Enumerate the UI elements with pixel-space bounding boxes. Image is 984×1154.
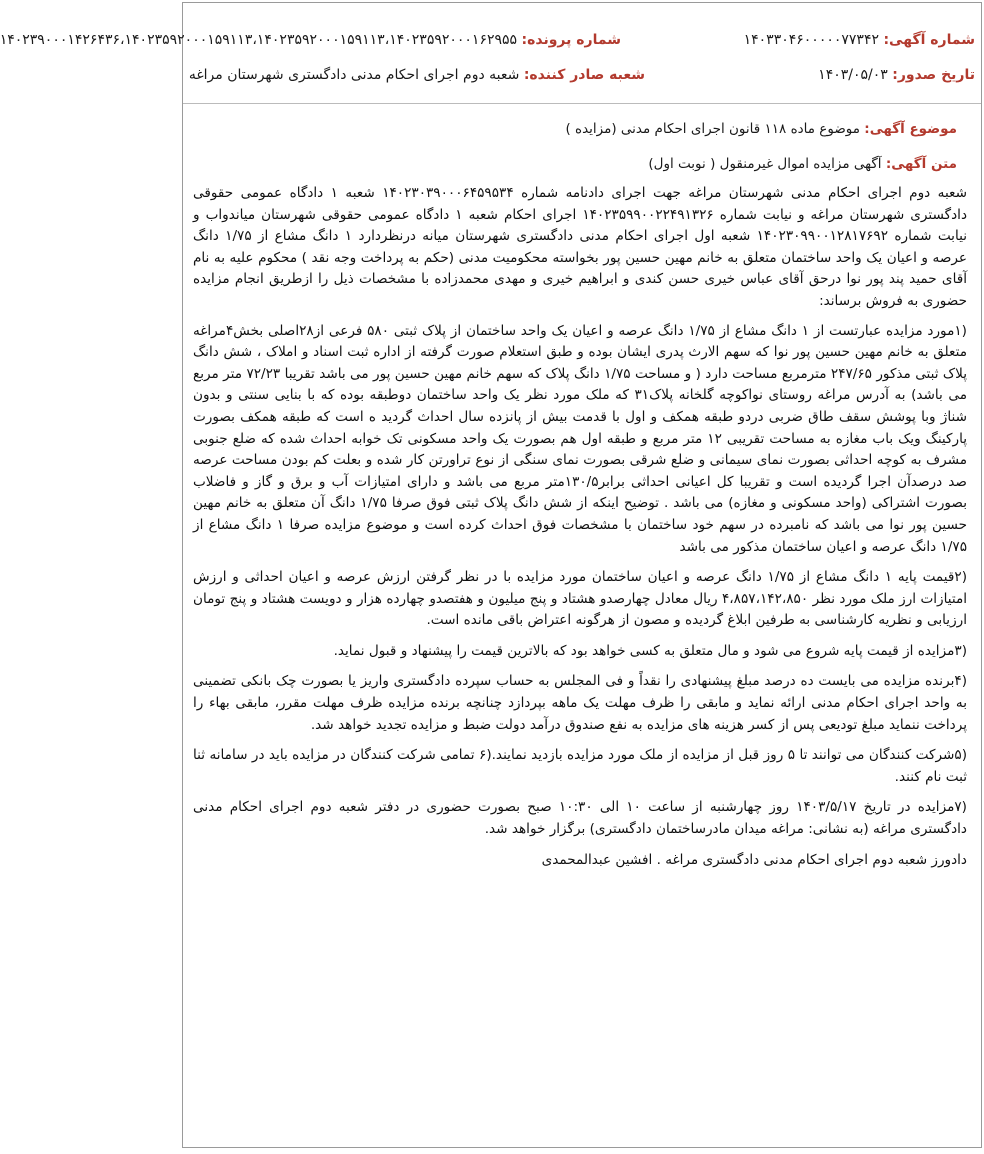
text-title: آگهی مزایده اموال غیرمنقول ( نوبت اول) (648, 156, 882, 172)
issue-date-label: تاریخ صدور: (892, 67, 975, 83)
notice-body (193, 183, 967, 880)
notice-number-label: شماره آگهی: (883, 32, 975, 48)
issuer: شعبه دوم اجرای احکام مدنی دادگستری شهرستان مراغه (188, 67, 520, 83)
text-label: متن آگهی: (885, 156, 957, 172)
notice-page (0, 2, 982, 1148)
intro-paragraph: شعبه دوم اجرای احکام مدنی شهرستان مراغه جهت اجرای دادنامه شماره ۱۴۰۲۳۰۳۹۰۰۰۶۴۵۹۵۳۴ شعبه ۱ دادگاه عمومی حقوقی دادگستری شهرستان مراغه و نیابت شماره ۱۴۰۲۳۵۹۹۰۰۲۲۴۹۱۳۲۶ اجرای احکام شعبه ۱ دادگاه عمومی حقوقی شهرستان میاندواب و نیابت شماره ۱۴۰۲۳۰۹۹۰۰۱۲۸۱۷۶۹۲ شعبه اول اجرای احکام مدنی دادگستری شهرستان میانه درنظردارد ۱ دانگ مشاع از ۱/۷۵ دانگ عرصه و اعیان یک واحد ساختمان متعلق به خانم مهین حسین پور بخواسته محکومیت مدنی (حکم به پرداخت وجه نقد ) محکوم علیه به نام آقای حمید پند پور نوا درحق آقای عباس خیری حسن کندی و ابراهیم خیری و مهدی محمدزاده با مشخصات ذیل را ازطریق انجام مزایده حضوری به فروش برساند: (193, 185, 968, 309)
case-number-row (0, 32, 621, 48)
item-7-paragraph: (۷مزایده در تاریخ ۱۴۰۳/۵/۱۷ روز چهارشنبه از ساعت ۱۰ الی ۱۰:۳۰ صبح بصورت حضوری در دفتر شعبه دوم اجرای احکام مدنی دادگستری مراغه (به نشانی: مراغه میدان مادرساختمان دادگستری) برگزار خواهد شد. (193, 799, 967, 838)
item-5-paragraph: (۵شرکت کنندگان می توانند تا ۵ روز قبل از مزایده از ملک مورد مزایده بازدید نمایند.(۶ تمامی شرکت کنندگان در مزایده باید در سامانه ثنا ثبت نام کنند. (193, 747, 967, 785)
subject: موضوع ماده ۱۱۸ قانون اجرای احکام مدنی (مزایده ) (565, 121, 860, 137)
header-divider (183, 103, 981, 104)
issuer-row (183, 67, 645, 83)
issue-date: ۱۴۰۳/۰۵/۰۳ (818, 67, 888, 83)
subject-row (193, 121, 957, 137)
case-number: ۱۴۰۲۳۹۰۰۰۱۴۲۶۴۳۶،۱۴۰۲۳۵۹۲۰۰۰۱۵۹۱۱۳،۱۴۰۲۳۵۹۲۰۰۰۱۵۹۱۱۳،۱۴۰۲۳۵۹۲۰۰۰۱۶۲۹۵۵ (0, 32, 518, 48)
item-2-paragraph: (۲قیمت پایه ۱ دانگ مشاع از ۱/۷۵ دانگ عرصه و اعیان ساختمان مورد مزایده با در نظر گرفتن ارزش عرصه و اعیان احداثی و ارزش امتیازات ارز ملک مورد نظر ۴،۸۵۷،۱۴۲،۸۵۰ ریال معادل چهارصدو هشتاد و پنج میلیون و هفتصدو چهارده هزار و دویست هشتاد و پنج تومان ارزیابی و نظریه کارشناسی به طرفین ابلاغ گردیده و مصون از هرگونه اعتراض باقی مانده است. (193, 569, 968, 629)
case-number-label: شماره پرونده: (521, 32, 621, 48)
item-4-paragraph: (۴برنده مزایده می بایست ده درصد مبلغ پیشنهادی را نقداً و فی المجلس به حساب سپرده دادگستری واریز یا بصورت چک بانکی تضمینی به واحد اجرای احکام مدنی ارائه نماید و مابقی را ظرف مهلت یک ماهه بپردازد چنانچه برنده مزایده ظرف مهلت مقرر، مابقی بهاء را پرداخت ننماید مبلغ تودیعی پس از کسر هزینه های مزایده به نفع صندوق درآمد دولت ضبط و مزایده تجدید خواهد شد. (193, 673, 967, 733)
item-3-paragraph: (۳مزایده از قیمت پایه شروع می شود و مال متعلق به کسی خواهد بود که بالاترین قیمت را پیشنهاد و قبول نماید. (333, 642, 967, 659)
issuer-label: شعبه صادر کننده: (523, 67, 645, 83)
text-title-row (193, 156, 957, 172)
signature: دادورز شعبه دوم اجرای احکام مدنی دادگستری مراغه . افشین عبدالمحمدی (541, 851, 967, 868)
subject-label: موضوع آگهی: (864, 121, 957, 137)
item-1-paragraph: (۱مورد مزایده عبارتست از ۱ دانگ مشاع از ۱/۷۵ دانگ عرصه و اعیان یک واحد ساختمان از پلاک ثبتی ۵۸۰ فرعی از۲۸اصلی بخش۴مراغه متعلق به خانم مهین حسین پور نوا که سهم الارث پدری ایشان بوده و طبق استعلام صورت گرفته از اداره ثبت اسناد و املاک ، شش دانگ پلاک ثبتی مذکور ۲۴۷/۶۵ مترمربع مساحت دارد ( و مساحت ۱/۷۵ دانگ پلاک که سهم خانم مهین حسین پور می باشد تقریبا ۷۲/۲۳ متر مربع می باشد) به آدرس مراغه روستای نواکوچه گلخانه پلاک۳۱ که ملک مورد نظر یک واحد ساختمان دوطبقه بوده که با بنایی سنتی و بدون شناژ وبا پوشش سقف طاق ضربی دردو طبقه همکف و اول با قدمت بیش از پانزده سال احداث گردید ه است که طبقه همکف بصورت پارکینگ ویک باب مغازه به مساحت تقریبی ۱۲ متر مربع و طبقه اول هم بصورت یک واحد مسکونی تک خوابه احداث شده که ضلع جنوبی مشرف به کوچه احداثی بصورت نمای سیمانی و ضلع شرقی بصورت نمای سنگی از نوع تراورتن کار شده و بعلت کم بودن مساحت عرصه صد درصدآن اجرا گردیده است و تقریبا کل اعیانی احداثی برابر۱۳۰/۵متر مربع می باشد و دارای امتیازات آب و برق و گاز و فاضلاب بصورت اشتراکی (واحد مسکونی و مغازه) می باشد . توضیح اینکه از شش دانگ پلاک ثبتی فوق صرفا ۱/۷۵ دانگ آن متعلق به خانم مهین حسین پور نوا می باشد که نامبرده در سهم خود ساختمان با مشخصات فوق احداث کرده است و موضوع مزایده صرفا ۱ دانگ مشاع از ۱/۷۵ دانگ عرصه و اعیان ساختمان مذکور می باشد (193, 322, 967, 555)
notice-number: ۱۴۰۳۳۰۴۶۰۰۰۰۰۷۷۳۴۲ (743, 32, 879, 48)
